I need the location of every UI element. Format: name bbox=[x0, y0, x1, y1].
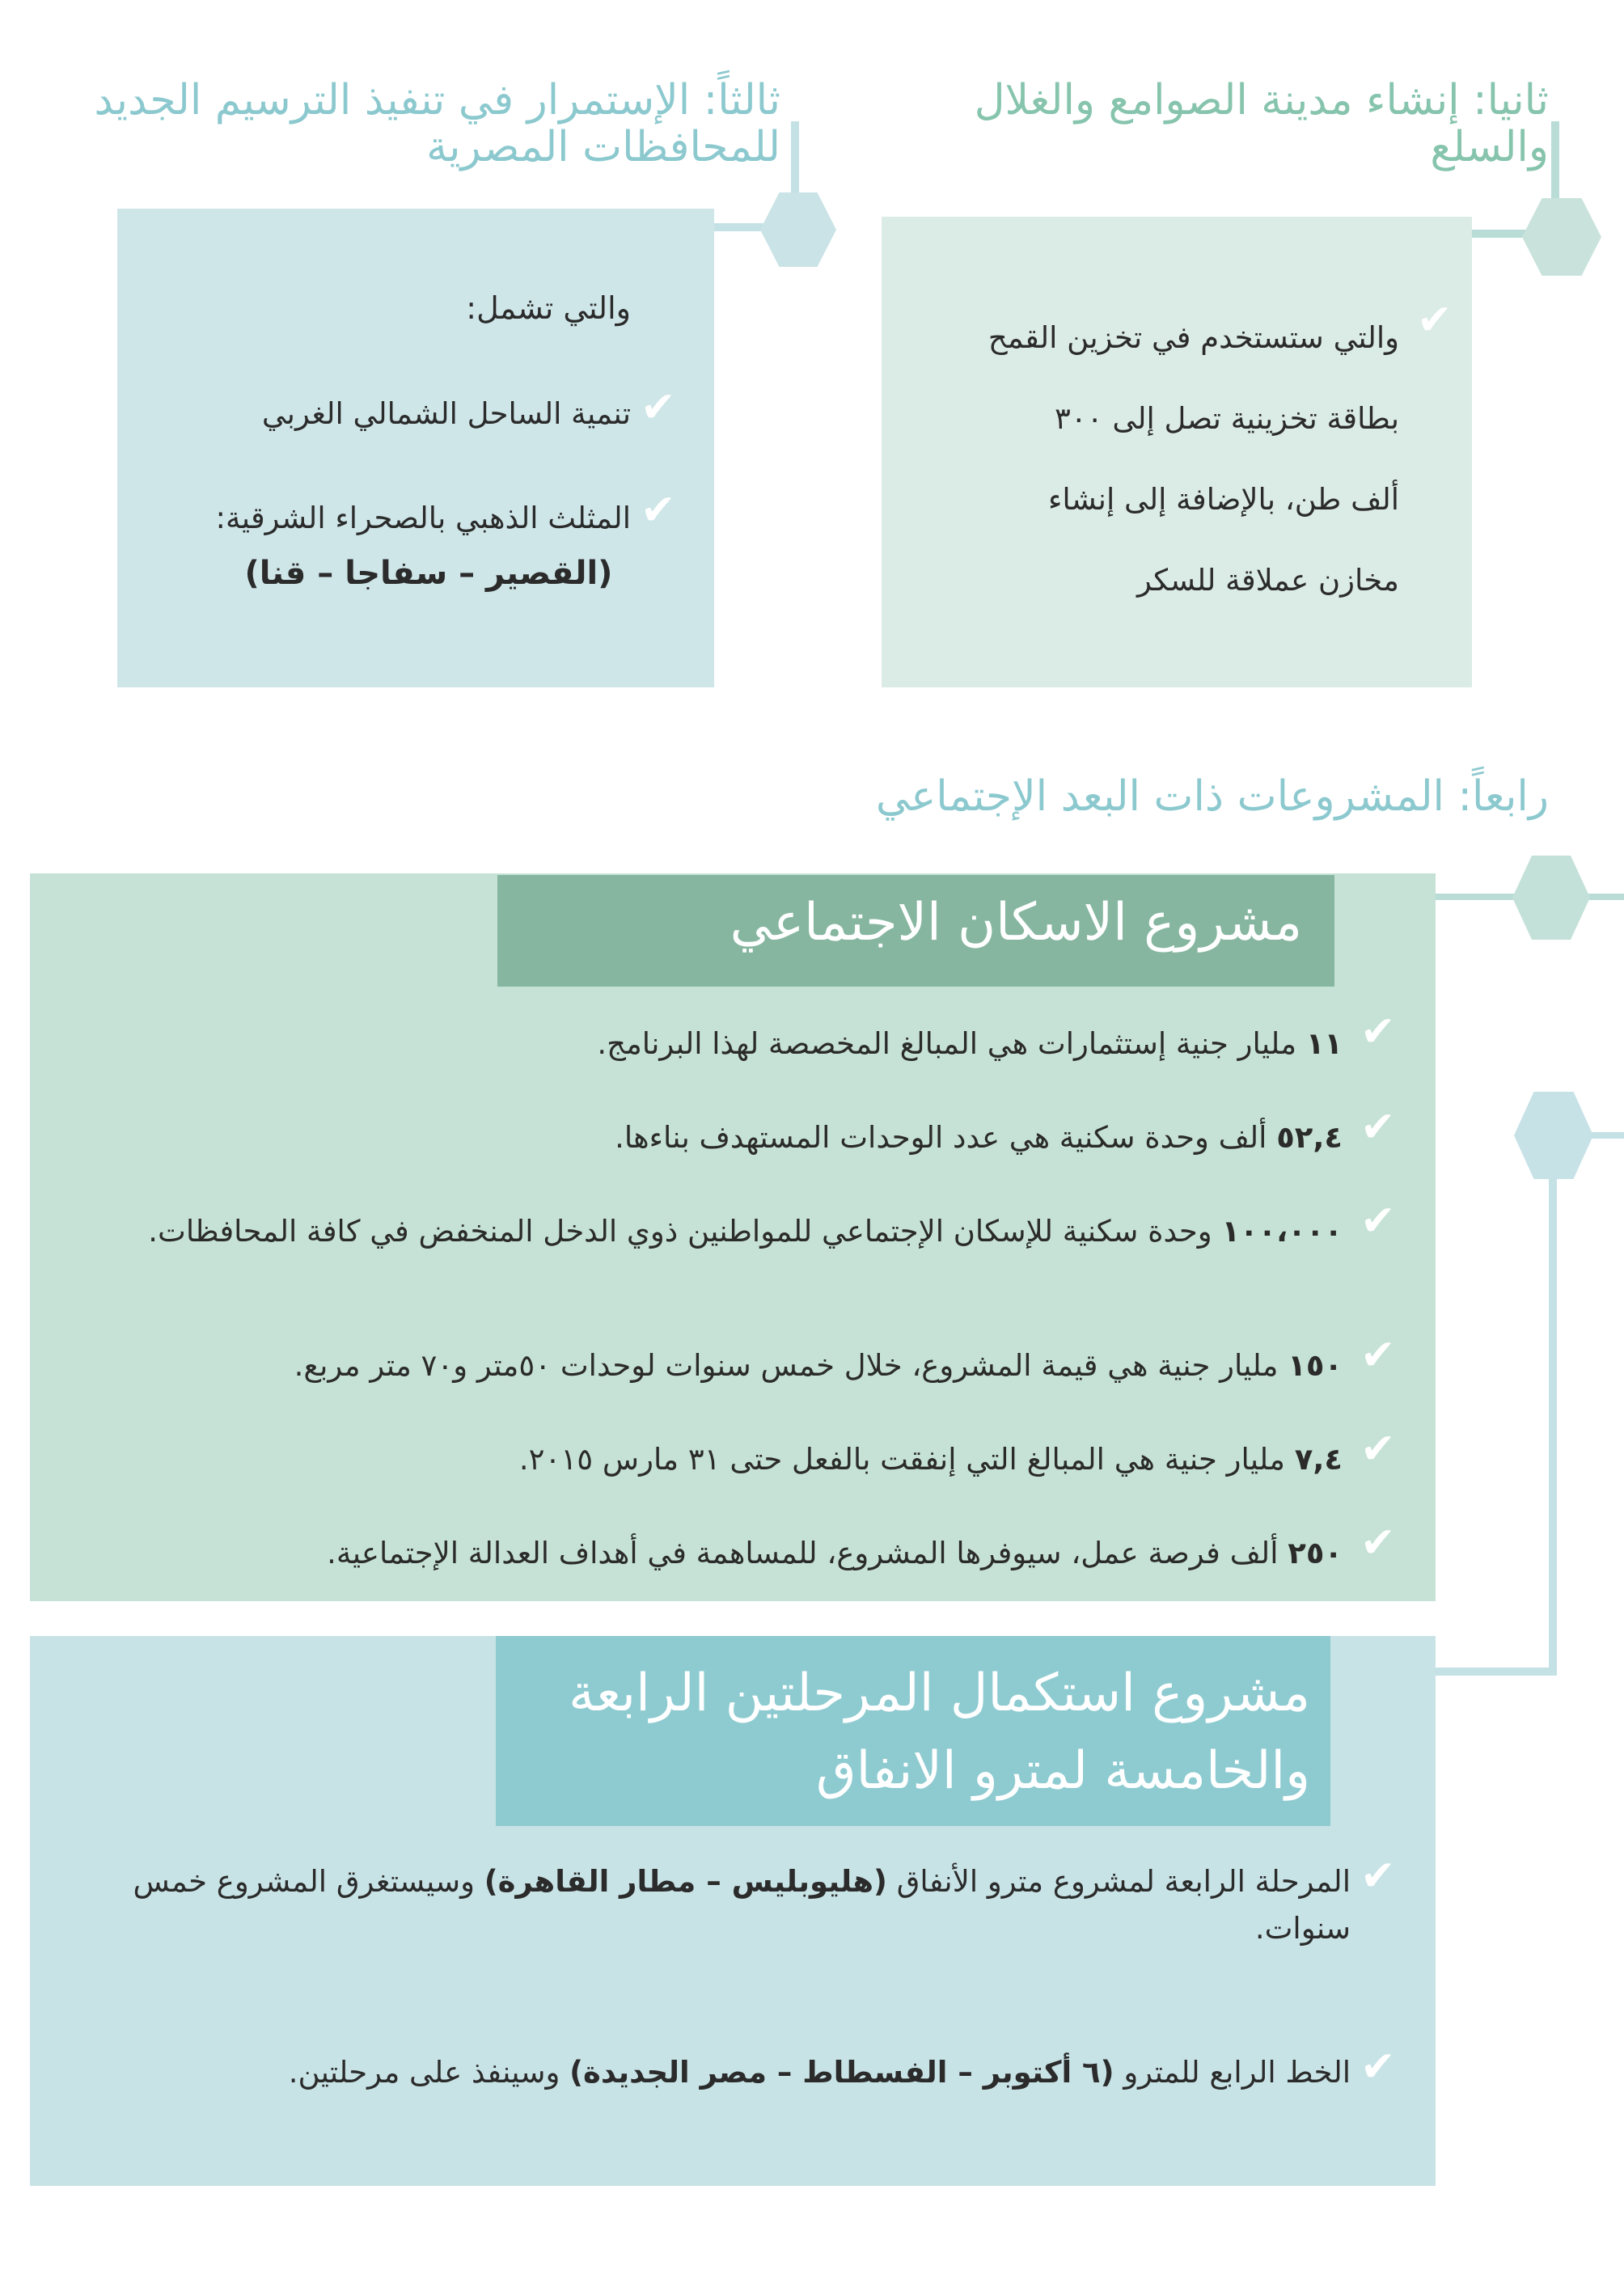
metro-item-text: وسينفذ على مرحلتين. bbox=[288, 2055, 560, 2090]
description-line: بطاقة تخزينية تصل إلى ٣٠٠ bbox=[1055, 401, 1399, 436]
section-two-title bbox=[865, 77, 1549, 171]
section-four-title-text: رابعاً: المشروعات ذات البعد الإجتماعي bbox=[875, 772, 1549, 821]
section-two-title-text: ثانيا: إنشاء مدينة الصوامع والغلال والسلع bbox=[974, 76, 1549, 171]
metro-item-route: (٦ أكتوبر – الفسطاط – مصر الجديدة) bbox=[569, 2055, 1114, 2090]
section-four-title bbox=[728, 772, 1549, 821]
section-three-card bbox=[117, 209, 714, 687]
check-icon: ✔ bbox=[1360, 1425, 1396, 1473]
check-icon: ✔ bbox=[1360, 1519, 1396, 1567]
hexagon-decoration bbox=[760, 192, 836, 267]
hexagon-decoration bbox=[1512, 856, 1590, 940]
section-three-title-text: ثالثاً: الإستمرار في تنفيذ الترسيم الجديد للمحافظات المصرية bbox=[94, 76, 780, 171]
metro-banner-title bbox=[510, 1655, 1310, 1810]
housing-item bbox=[97, 1021, 1343, 1067]
check-icon: ✔ bbox=[641, 383, 676, 432]
check-icon: ✔ bbox=[1417, 296, 1453, 344]
check-icon: ✔ bbox=[1360, 1103, 1396, 1152]
housing-item bbox=[97, 1436, 1343, 1483]
check-icon: ✔ bbox=[1360, 1331, 1396, 1380]
metro-item bbox=[162, 2049, 1351, 2096]
description-line: مخازن عملاقة للسكر bbox=[1137, 563, 1399, 598]
housing-item-number: ٧,٤ bbox=[1294, 1442, 1343, 1477]
housing-item bbox=[81, 1208, 1343, 1255]
hexagon-decoration bbox=[1514, 1092, 1593, 1179]
housing-banner-title: مشروع الاسكان الاجتماعي bbox=[730, 893, 1302, 953]
housing-item-number: ١١ bbox=[1305, 1026, 1343, 1061]
section-three-item: تنمية الساحل الشمالي الغربي bbox=[261, 396, 631, 431]
check-icon: ✔ bbox=[1360, 2043, 1396, 2091]
check-icon: ✔ bbox=[1360, 1008, 1396, 1056]
housing-item-text: ألف وحدة سكنية هي عدد الوحدات المستهدف بناءها. bbox=[615, 1120, 1267, 1155]
metro-item-text: الخط الرابع للمترو bbox=[1123, 2055, 1351, 2090]
housing-item-number: ٢٥٠ bbox=[1288, 1536, 1343, 1570]
section-two-description bbox=[914, 298, 1399, 621]
check-icon: ✔ bbox=[1360, 1197, 1396, 1245]
connector-line bbox=[1436, 1668, 1557, 1676]
housing-item bbox=[97, 1114, 1343, 1161]
housing-item bbox=[97, 1530, 1343, 1577]
metro-item-text: المرحلة الرابعة لمشروع مترو الأنفاق bbox=[896, 1864, 1351, 1899]
description-line: ألف طن، بالإضافة إلى إنشاء bbox=[1048, 482, 1399, 517]
description-line: والتي ستستخدم في تخزين القمح bbox=[988, 320, 1399, 355]
housing-item bbox=[97, 1342, 1343, 1389]
housing-item-text: مليار جنية إستثمارات هي المبالغ المخصصة لهذا البرنامج. bbox=[597, 1026, 1297, 1061]
housing-item-text: وحدة سكنية للإسكان الإجتماعي للمواطنين ذوي الدخل المنخفض في كافة المحافظات. bbox=[148, 1214, 1212, 1249]
housing-item-text: مليار جنية هي المبالغ التي إنفقت بالفعل حتى ٣١ مارس ٢٠١٥. bbox=[518, 1442, 1285, 1477]
metro-item bbox=[89, 1858, 1351, 1952]
housing-item-text: ألف فرصة عمل، سيوفرها المشروع، للمساهمة في أهداف العدالة الإجتماعية. bbox=[327, 1536, 1279, 1570]
connector-line bbox=[1549, 1165, 1557, 1674]
section-three-item: المثلث الذهبي بالصحراء الشرقية: bbox=[215, 501, 631, 535]
section-three-cities: (القصير – سفاجا – قنا) bbox=[244, 555, 613, 592]
housing-item-text: مليار جنية هي قيمة المشروع، خلال خمس سنوات لوحدات ٥٠متر و٧٠ متر مربع. bbox=[294, 1348, 1279, 1383]
check-icon: ✔ bbox=[641, 486, 676, 535]
hexagon-decoration bbox=[1522, 198, 1601, 276]
housing-item-number: ١٠٠،٠٠٠ bbox=[1221, 1214, 1343, 1249]
metro-item-route: (هليوبليس – مطار القاهرة) bbox=[484, 1864, 887, 1899]
metro-item-text: وسيستغرق المشروع خمس سنوات. bbox=[133, 1864, 1351, 1946]
section-three-title bbox=[24, 77, 780, 171]
metro-banner-line: والخامسة لمترو الانفاق bbox=[815, 1741, 1310, 1801]
housing-item-number: ٥٢,٤ bbox=[1276, 1120, 1343, 1155]
metro-banner-line: مشروع استكمال المرحلتين الرابعة bbox=[569, 1663, 1310, 1723]
section-three-intro: والتي تشمل: bbox=[466, 290, 631, 326]
housing-item-number: ١٥٠ bbox=[1288, 1348, 1343, 1383]
check-icon: ✔ bbox=[1360, 1852, 1396, 1900]
